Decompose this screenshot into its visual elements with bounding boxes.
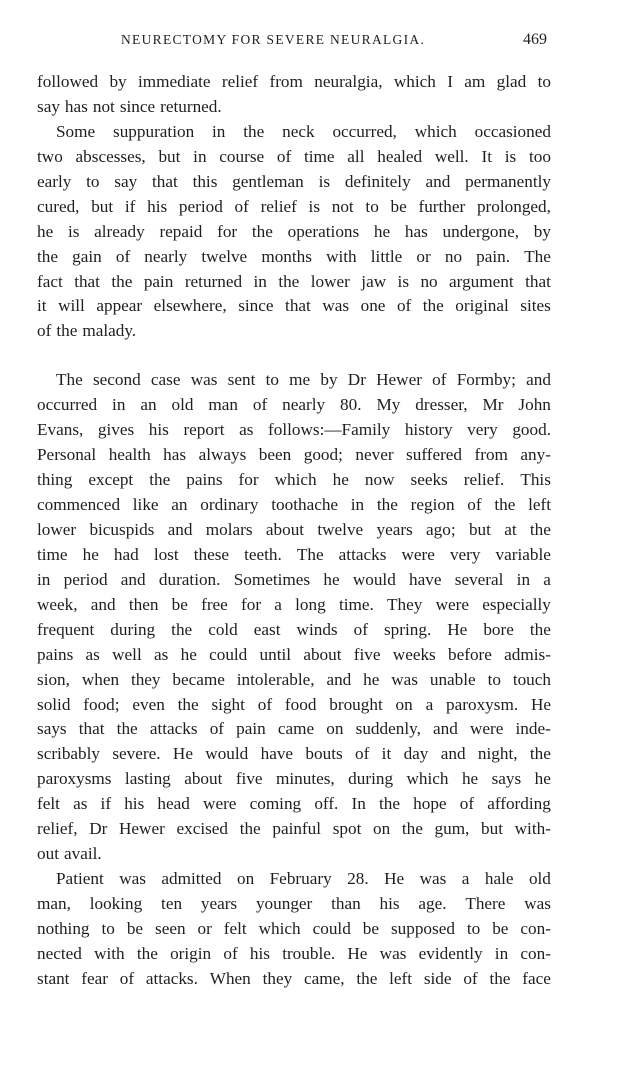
text-line: occurred in an old man of nearly 80. My dresser, Mr John [37, 395, 551, 415]
text-line: two abscesses, but in course of time all healed well. It is too [37, 146, 551, 166]
text-line: out avail. [37, 844, 102, 864]
text-line: Patient was admitted on February 28. He was a hale old [56, 869, 551, 889]
paragraph-gap [37, 344, 551, 368]
text-line: pains as well as he could until about five weeks before admis- [37, 644, 551, 664]
text-line: week, and then be free for a long time. They were especially [37, 594, 551, 614]
text-line: stant fear of attacks. When they came, the left side of the face [37, 968, 551, 988]
text-line: cured, but if his period of relief is not to be further prolonged, [37, 196, 551, 216]
text-line: Evans, gives his report as follows:—Family history very good. [37, 420, 551, 440]
text-line: of the malady. [37, 321, 137, 341]
page-number: 469 [523, 31, 547, 48]
text-line: time he had lost these teeth. The attacks were very variable [37, 544, 551, 564]
paragraph [37, 867, 551, 992]
text-line: lower bicuspids and molars about twelve years ago; but at the [37, 519, 551, 539]
body-text [37, 70, 551, 992]
text-line: man, looking ten years younger than his age. There was [37, 894, 551, 913]
text-line: in period and duration. Sometimes he would have several in a [37, 569, 551, 589]
text-line: frequent during the cold east winds of spring. He bore the [37, 619, 551, 639]
text-line: paroxysms lasting about five minutes, during which he says he [37, 769, 551, 789]
text-line: Personal health has always been good; never suffered from any- [37, 445, 551, 465]
text-line: fact that the pain returned in the lower jaw is no argument that [37, 271, 551, 291]
text-line: says that the attacks of pain came on suddenly, and were inde- [37, 719, 551, 739]
text-line: followed by immediate relief from neuralgia, which I am glad to [37, 72, 551, 91]
text-line: commenced like an ordinary toothache in the region of the left [37, 495, 551, 514]
text-line: say has not since returned. [37, 96, 222, 116]
text-line: felt as if his head were coming off. In the hope of affording [37, 794, 551, 814]
text-line: he is already repaid for the operations he has undergone, by [37, 221, 551, 241]
paragraph [37, 70, 551, 120]
running-head [37, 32, 547, 52]
text-line: scribably severe. He would have bouts of it day and night, the [37, 744, 551, 764]
running-title: NEURECTOMY FOR SEVERE NEURALGIA. [121, 32, 426, 47]
text-line: sion, when they became intolerable, and he was unable to touch [37, 669, 551, 689]
text-line: Some suppuration in the neck occurred, which occasioned [56, 121, 551, 141]
text-line: the gain of nearly twelve months with little or no pain. The [37, 246, 551, 266]
text-line: early to say that this gentleman is definitely and permanently [37, 171, 551, 191]
text-line: solid food; even the sight of food brought on a paroxysm. He [37, 694, 551, 714]
paragraph [37, 120, 551, 344]
text-line: nothing to be seen or felt which could be supposed to be con- [37, 918, 551, 938]
paragraph [37, 368, 551, 867]
text-line: The second case was sent to me by Dr Hewer of Formby; and [56, 370, 551, 390]
text-line: relief, Dr Hewer excised the painful spot on the gum, but with- [37, 819, 551, 839]
text-line: thing except the pains for which he now seeks relief. This [37, 470, 551, 490]
text-line: it will appear elsewhere, since that was one of the original sites [37, 296, 551, 316]
text-line: nected with the origin of his trouble. He was evidently in con- [37, 943, 551, 963]
